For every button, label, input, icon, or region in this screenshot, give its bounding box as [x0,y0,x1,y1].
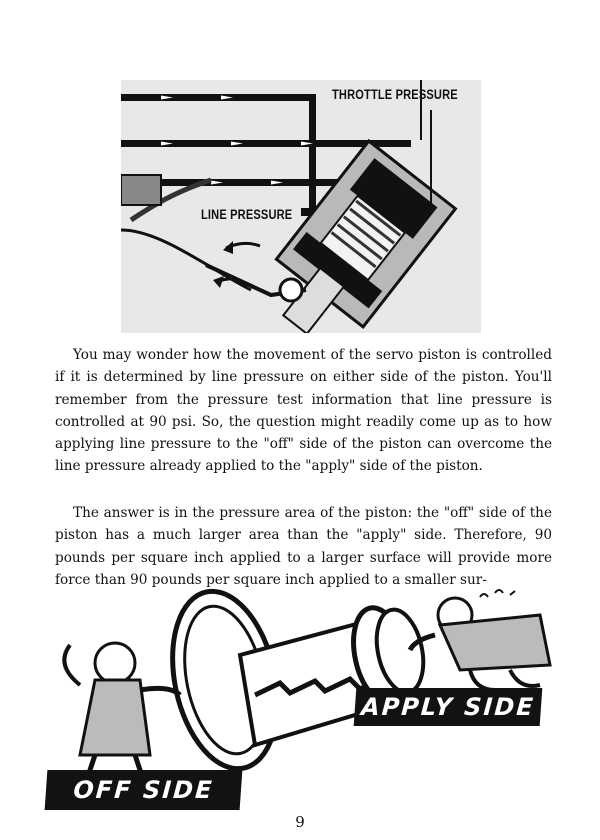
band-anchor [121,175,161,205]
lever-pivot [280,279,302,301]
line-pressure-label: LINE PRESSURE [201,207,293,222]
body-paragraph-2 [55,502,552,591]
band-arc [121,230,251,290]
servo-housing [252,141,456,333]
servo-diagram-art [121,80,481,333]
servo-diagram [121,80,481,333]
apply-side-caveman [410,590,550,690]
throttle-pressure-label: THROTTLE PRESSURE [332,87,458,102]
throttle-line-drop [309,94,316,214]
off-side-banner: OFF SIDE [45,770,243,810]
paragraph-text: The answer is in the pressure area of the piston: the "off" side of the piston has a much larger area than the "apply" side. Therefore, 90 pounds per square inch applied to a larger surface will provide more force than 90 pounds per square inch applied to a smaller sur- [55,505,552,588]
paragraph-text: You may wonder how the movement of the servo piston is controlled if it is determined by line pressure on either side of the piston. You'll remember from the pressure test information that line pressure is controlled at 90 psi. So, the question might readily come up as to how applying line pressure to the "off" side of the piston can overcome the line pressure already applied to the "apply" side of the piston. [55,347,552,475]
apply-side-banner: APPLY SIDE [354,688,543,726]
body-paragraph-1 [55,344,552,478]
page-number: 9 [295,813,305,831]
off-side-caveman [64,643,180,785]
throttle-line [121,94,316,101]
